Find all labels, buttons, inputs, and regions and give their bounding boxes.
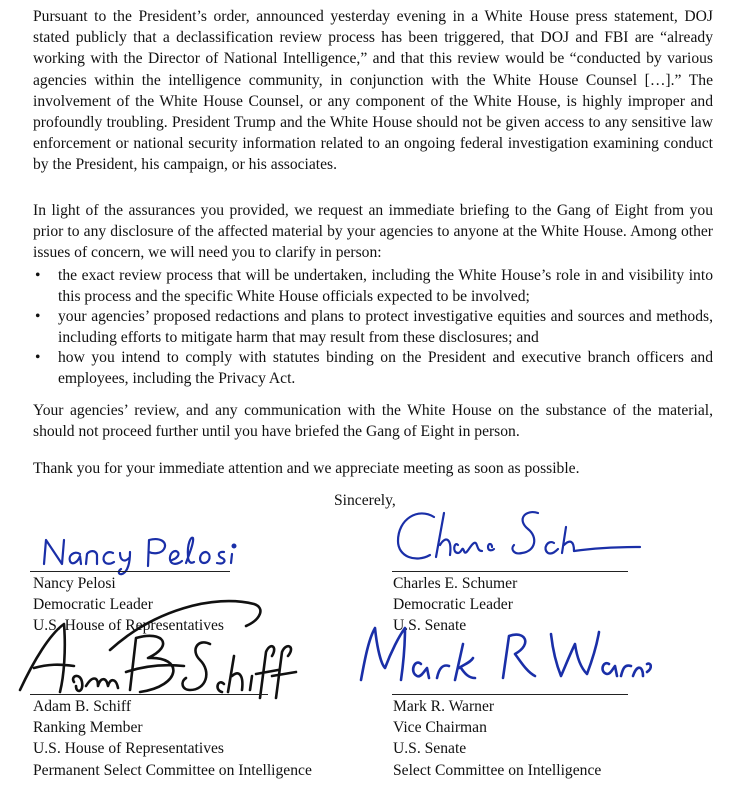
signatory-title: Ranking Member xyxy=(33,719,143,737)
schiff-signature xyxy=(14,590,304,710)
signature-line xyxy=(30,694,268,695)
list-item-text: the exact review process that will be undertaken, including the White House’s role in and visibility into this process and the specific White House officials expected to be involved; xyxy=(58,267,713,305)
signatory-name: Mark R. Warner xyxy=(393,698,495,715)
paragraph-review-hold: Your agencies’ review, and any communication with the White House on the substance of the material, should not proceed further until you have briefed the Gang of Eight in person. xyxy=(33,402,713,441)
signatory-name: Adam B. Schiff xyxy=(33,698,132,715)
signatory-name: Nancy Pelosi xyxy=(33,575,116,592)
signatory-chamber: U.S. House of Representatives xyxy=(33,617,224,635)
signature-line xyxy=(392,571,628,572)
signature-line xyxy=(30,571,230,572)
schumer-signature xyxy=(388,505,648,575)
paragraph-briefing-request: In light of the assurances you provided, we request an immediate briefing to the Gang of Eight from you prior to any disclosure of the affected material by your agencies to anyone at the White House. Among other issues of concern, we will need you to clarify in person: xyxy=(33,202,713,262)
signatory-title: Vice Chairman xyxy=(393,719,487,737)
signatory-committee: Select Committee on Intelligence xyxy=(393,761,602,779)
signatory-chamber: U.S. House of Representatives xyxy=(33,740,224,758)
list-item-text: your agencies’ proposed redactions and plans to protect investigative equities and sources and methods, including efforts to mitigate harm that may result from these disclosures; and xyxy=(58,308,713,346)
signatory-schiff xyxy=(33,696,312,781)
signatory-title: Democratic Leader xyxy=(393,596,513,614)
closing-salutation: Sincerely, xyxy=(334,492,396,509)
signatory-committee: Permanent Select Committee on Intelligence xyxy=(33,761,312,779)
signatory-warner xyxy=(393,696,601,781)
concerns-list xyxy=(33,266,713,390)
bullet-icon: • xyxy=(35,349,41,367)
signatory-chamber: U.S. Senate xyxy=(393,740,467,758)
bullet-icon: • xyxy=(35,267,41,284)
list-item-text: how you intend to comply with statutes binding on the President and executive branch officers and employees, including the Privacy Act. xyxy=(58,349,713,387)
signatory-chamber: U.S. Senate xyxy=(393,617,467,635)
signature-line xyxy=(392,694,628,695)
signatory-title: Democratic Leader xyxy=(33,596,153,614)
paragraph-thanks: Thank you for your immediate attention and we appreciate meeting as soon as possible. xyxy=(33,460,580,477)
list-item xyxy=(33,307,713,348)
paragraph-declassification: Pursuant to the President’s order, announced yesterday evening in a White House press statement, DOJ stated publicly that a declassification review process has been triggered, that DOJ and FBI are “already working with the Director of National Intelligence,” and that this review would be “conducted by various agencies within the intelligence community, in conjunction with the White House Counsel […].” The involvement of the White House Counsel, or any component of the White House, is highly improper and profoundly troubling. President Trump and the White House should not be given access to any sensitive law enforcement or national security information related to an ongoing federal investigation examining conduct by the President, his campaign, or his associates. xyxy=(33,8,713,174)
bullet-icon: • xyxy=(35,308,41,326)
signatory-name: Charles E. Schumer xyxy=(393,575,518,592)
list-item xyxy=(33,348,713,389)
list-item xyxy=(33,266,713,307)
warner-signature xyxy=(355,618,655,698)
